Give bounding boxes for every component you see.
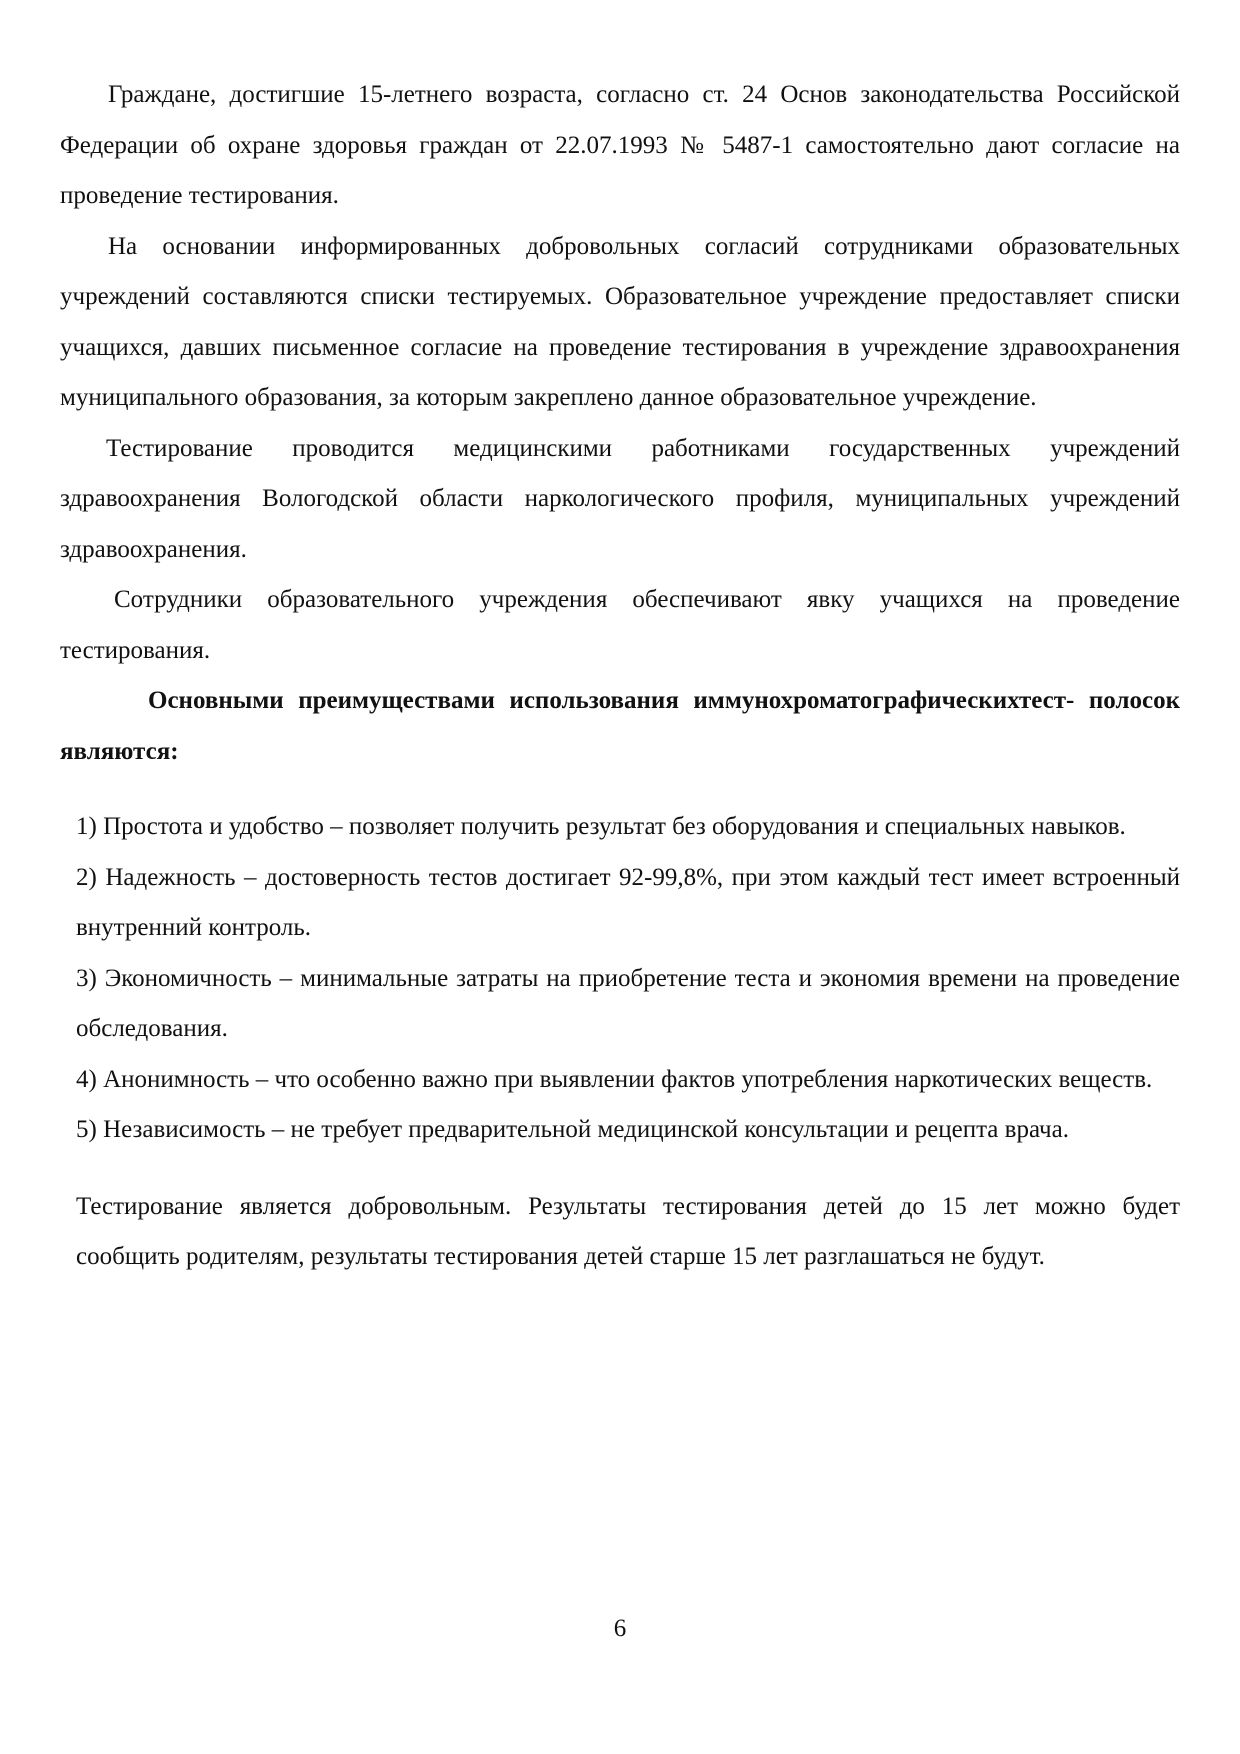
advantages-heading: Основными преимуществами использования иммунохроматографическихтест- полосок являются: (60, 687, 1180, 765)
document-body (60, 70, 1180, 1283)
paragraph-age-consent: Граждане, достигшие 15-летнего возраста, согласно ст. 24 Основ законодательства Российской Федерации об охране здоровья граждан от 22.07.1993 № 5487-1 самостоятельно дают согласие на проведение тестирования. (60, 81, 1180, 209)
list-item: 2) Надежность – достоверность тестов достигает 92-99,8%, при этом каждый тест имеет встроенный внутренний контроль. (76, 863, 1180, 941)
paragraph-voluntary: Тестирование является добровольным. Результаты тестирования детей до 15 лет можно будет сообщить родителям, результаты тестирования детей старше 15 лет разглашаться не будут. (76, 1192, 1180, 1270)
list-item: 3) Экономичность – минимальные затраты на приобретение теста и экономия времени на проведение обследования. (76, 964, 1180, 1042)
paragraph-test-lists: На основании информированных добровольных согласий сотрудниками образовательных учреждений составляются списки тестируемых. Образовательное учреждение предоставляет списки учащихся, давших письменное согласие на проведение тестирования в учреждение здравоохранения муниципального образования, за которым закреплено данное образовательное учреждение. (60, 232, 1180, 411)
list-item: 1) Простота и удобство – позволяет получить результат без оборудования и специальных навыков. (76, 813, 1126, 840)
list-item: 5) Независимость – не требует предварительной медицинской консультации и рецепта врача. (76, 1116, 1069, 1143)
advantages-list (60, 802, 1180, 1156)
paragraph-testing-staff: Тестирование проводится медицинскими работниками государственных учреждений здравоохранения Вологодской области наркологического профиля, муниципальных учреждений здравоохранения. (60, 434, 1180, 563)
page-number: 6 (613, 1615, 627, 1642)
list-item: 4) Анонимность – что особенно важно при выявлении фактов употребления наркотических веществ. (76, 1065, 1153, 1093)
paragraph-attendance: Сотрудники образовательного учреждения обеспечивают явку учащихся на проведение тестирования. (60, 586, 1180, 664)
